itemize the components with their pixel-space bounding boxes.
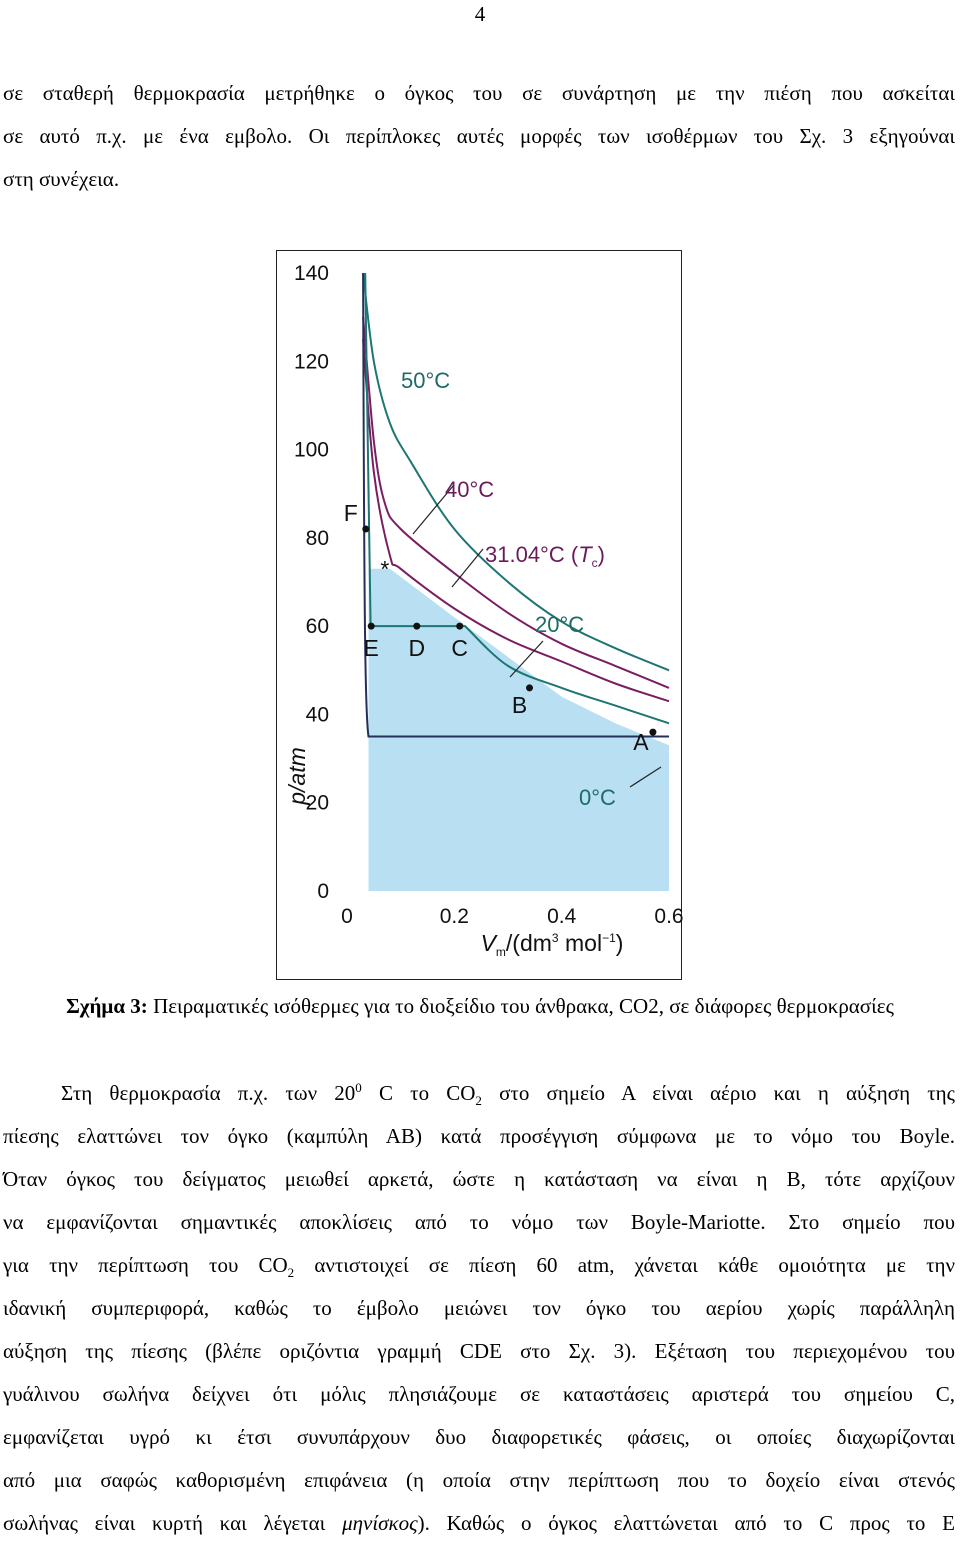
y-tick-label: 20 [305, 791, 329, 815]
label-tc-sub: c [591, 556, 598, 570]
point-f-marker [362, 526, 369, 533]
point-a-marker [649, 729, 656, 736]
y-tick-label: 120 [293, 350, 329, 374]
body-line: από μια σαφώς καθορισμένη επιφάνεια (η οποία στην περίπτωση που το δοχείο είναι στενός [3, 1468, 955, 1492]
point-label-d: D [408, 635, 426, 662]
point-label-e: E [363, 635, 379, 662]
x-tick-label: 0.6 [654, 905, 684, 928]
figure-caption [0, 994, 960, 1019]
body-line: αύξηση της πίεσης (βλέπε οριζόντια γραμμή CDE στο Σχ. 3). Εξέταση του περιεχομένου του [3, 1339, 955, 1363]
body-line: ιδανική συμπεριφορά, καθώς το έμβολο μειώνει τον όγκο του αερίου χωρίς παράλληλη [3, 1296, 955, 1320]
point-c-marker [456, 623, 463, 630]
caption-prefix: Σχήμα 3: [66, 994, 148, 1018]
body-line: Όταν όγκος του δείγματος μειωθεί αρκετά, ώστε η κατάσταση να είναι η Β, τότε αρχίζουν [3, 1167, 955, 1191]
critical-point-star: * [380, 555, 390, 582]
point-d-marker [413, 623, 420, 630]
x-axis-label-sub: m [495, 945, 506, 959]
italic-term: μηνίσκος [342, 1511, 418, 1535]
text-run: Στη θερμοκρασία π.χ. των 20 [61, 1081, 356, 1105]
label-tc-t: T [578, 542, 592, 567]
body-line [3, 1244, 955, 1287]
x-axis-label [481, 930, 624, 959]
isotherm-chart [277, 251, 684, 978]
caption-text: Πειραματικές ισόθερμες για το διοξείδιο του άνθρακα, CO2, σε διάφορες θερμοκρασίες [147, 994, 894, 1018]
page-number: 4 [474, 2, 486, 26]
point-label-a: A [633, 729, 649, 756]
body-paragraph [3, 1072, 955, 1545]
text-run: αντιστοιχεί σε πίεση 60 atm, χάνεται κάθε ομοιότητα με την [294, 1253, 955, 1277]
intro-line: σε αυτό π.χ. με ένα εμβολο. Οι περίπλοκες αυτές μορφές των ισοθέρμων του Σχ. 3 εξηγούναι [3, 124, 955, 148]
text-run: για την περίπτωση του CO [3, 1253, 288, 1277]
text-run: C το CO [361, 1081, 476, 1105]
point-e-marker [368, 623, 375, 630]
leader-tc [452, 549, 483, 587]
body-line: γυάλινου σωλήνα δείχνει ότι μόλις πλησιάζουμε σε καταστάσεις αριστερά του σημείου C, [3, 1382, 955, 1406]
point-label-b: B [511, 691, 528, 718]
body-line [3, 1502, 955, 1545]
intro-paragraph [3, 72, 955, 201]
y-axis-label: p/atm [284, 747, 310, 805]
label-40c: 40°C [445, 477, 495, 502]
y-tick-label: 0 [317, 880, 329, 903]
y-tick-label: 40 [305, 703, 329, 727]
label-tc-main: 31.04°C ( [485, 542, 579, 567]
point-label-c: C [451, 635, 469, 662]
two-phase-region [369, 569, 670, 891]
label-0c: 0°C [579, 785, 616, 810]
isotherm-figure [276, 250, 682, 980]
superscript: 0 [355, 1080, 362, 1095]
text-run: στο σημείο Α είναι αέριο και η αύξηση της [481, 1081, 955, 1105]
x-axis-label-v: V [480, 930, 496, 956]
point-b-marker [526, 684, 533, 691]
label-50c: 50°C [401, 368, 451, 393]
x-axis-label-exp: 3 [551, 931, 559, 945]
body-line: πίεσης ελαττώνει τον όγκο (καμπύλη ΑΒ) κατά προσέγγιση σύμφωνα με το νόμο του Boyle. [3, 1124, 955, 1148]
x-axis-label-unit: /(dm [505, 930, 552, 956]
x-axis-label-exp2: −1 [602, 931, 616, 945]
subscript: 2 [475, 1093, 482, 1109]
x-axis-label-mol: mol [558, 930, 603, 956]
y-tick-label: 80 [305, 526, 329, 550]
label-tc [485, 542, 605, 570]
label-20c: 20°C [535, 612, 585, 637]
body-line: να εμφανίζονται σημαντικές αποκλίσεις από το νόμο των Boyle-Mariotte. Στο σημείο που [3, 1210, 955, 1234]
text-run: ). Καθώς ο όγκος ελαττώνεται από το C προς το Ε [417, 1511, 955, 1535]
body-line: εμφανίζεται υγρό κι έτσι συνυπάρχουν δυο διαφορετικές φάσεις, οι οποίες διαχωρίζονται [3, 1425, 955, 1449]
x-axis-label-close: ) [615, 930, 624, 956]
label-tc-close: ) [597, 542, 605, 567]
text-run: σωλήνας είναι κυρτή και λέγεται [3, 1511, 343, 1535]
intro-line: σε σταθερή θερμοκρασία μετρήθηκε ο όγκος του σε συνάρτηση με την πιέση που ασκείται [3, 81, 955, 105]
x-tick-label: 0.2 [439, 905, 469, 928]
y-tick-label: 100 [293, 438, 329, 462]
x-tick-label: 0 [341, 905, 353, 928]
y-tick-label: 140 [293, 262, 329, 285]
subscript: 2 [287, 1265, 295, 1281]
y-tick-label: 60 [305, 615, 329, 639]
point-label-f: F [343, 500, 358, 526]
intro-line: στη συνέχεια. [3, 167, 120, 191]
body-line [3, 1072, 955, 1115]
x-tick-label: 0.4 [547, 905, 577, 928]
